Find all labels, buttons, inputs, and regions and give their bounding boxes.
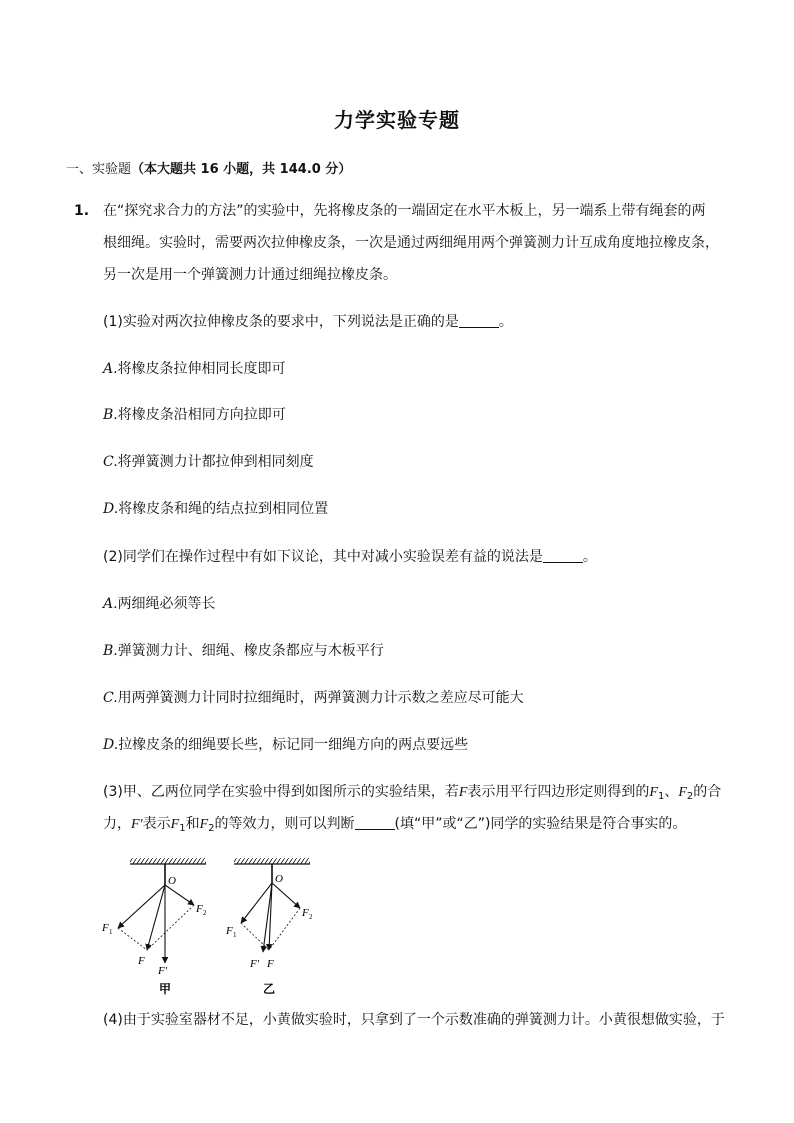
parallelogram-edge [118,928,147,950]
subscript: 2 [208,823,215,834]
text: 力， [103,816,131,832]
part1-prompt-text: (1)实验对两次拉伸橡皮条的要求中，下列说法是正确的是 [103,314,459,330]
subscript: 1 [179,823,186,834]
subscript: 1 [657,791,665,802]
part2-prompt-text: (2)同学们在操作过程中有如下议论，其中对减小实验误差有益的说法是 [103,549,543,565]
part3-line-2 [103,813,723,840]
answer-blank [355,829,395,830]
answer-blank [459,327,499,328]
text: 表示用平行四边形定则得到的 [467,784,650,800]
question-stem-line-2: 根细绳。实验时，需要两次拉伸橡皮条，一次是通过两细绳用两个弹簧测力计互成角度地拉橡皮条， [103,235,719,251]
option-text: 拉橡皮条的细绳要长些，标记同一细绳方向的两点要远些 [118,737,469,753]
option-text: 弹簧测力计、细绳、橡皮条都应与木板平行 [117,643,384,659]
option-letter: D. [103,501,119,517]
option-letter: B. [103,407,118,423]
option-b [103,640,723,663]
option-letter: C. [103,690,118,706]
ceiling-hatch [130,858,206,864]
section-label: 一、实验题 [66,162,132,177]
text: 表示 [142,816,171,832]
option-letter: A. [103,361,118,377]
label-o: O [168,875,176,887]
section-header [66,158,351,177]
option-letter: B. [103,643,118,659]
option-c [103,687,723,710]
parallelogram-edge [147,905,194,950]
ceiling-hatch [234,858,310,864]
diagram-yi [225,858,313,996]
option-text: 将橡皮条沿相同方向拉即可 [117,407,286,423]
vector-f2 [165,885,194,905]
part2-prompt-end: 。 [582,549,597,565]
vector-f [147,885,165,950]
label-f: F [267,958,274,970]
label-f: F [138,955,145,967]
text: 和 [185,816,200,832]
symbol-F1: F [649,785,658,800]
text: (填“甲”或“乙”)同学的实验结果是符合事实的。 [394,816,687,832]
caption-jia: 甲 [159,982,172,996]
option-text: 将橡皮条和绳的结点拉到相同位置 [118,501,329,517]
option-letter: D. [103,737,119,753]
option-text: 两细绳必须等长 [117,596,216,612]
option-d [103,734,723,757]
question-number: 1. [74,203,90,219]
symbol-F: F [458,785,468,800]
symbol-F-prime: F′ [131,817,143,832]
page-title: 力学实验专题 [334,108,460,132]
part4-line-1: (4)由于实验室器材不足，小黄做实验时，只拿到了一个示数准确的弹簧测力计。小黄很想做实验，于 [103,1012,725,1028]
label-f1-sub: 1 [233,931,237,939]
label-f2: F [196,903,203,915]
force-diagram [96,853,336,999]
option-a [103,593,723,616]
label-f-prime: F′ [250,958,260,970]
vector-f1 [118,885,165,928]
caption-yi: 乙 [263,982,276,996]
label-f2-sub: 2 [203,909,207,917]
label-o: O [275,873,283,885]
option-text: 将橡皮条拉伸相同长度即可 [117,361,286,377]
symbol-F1: F [170,817,180,832]
part1-prompt [103,311,723,334]
option-text: 将弹簧测力计都拉伸到相同刻度 [117,454,314,470]
option-letter: A. [103,596,118,612]
label-f2-sub: 2 [309,913,313,921]
label-f1-sub: 1 [109,928,113,936]
parallelogram-edge [269,908,300,950]
answer-blank [543,562,583,563]
text: 、 [664,784,679,800]
option-b [103,404,723,427]
section-meta: （本大题共 16 小题，共 144.0 分） [131,162,352,177]
question-stem-line-3: 另一次是用一个弹簧测力计通过细绳拉橡皮条。 [103,267,397,283]
question-stem-line-1: 在“探究求合力的方法”的实验中，先将橡皮条的一端固定在水平木板上，另一端系上带有绳套的两 [103,203,706,219]
part1-prompt-end: 。 [498,314,513,330]
option-d [103,498,723,521]
label-f1: F [226,925,233,937]
text: 的等效力，则可以判断 [214,816,355,832]
symbol-F2: F [678,785,687,800]
option-c [103,451,723,474]
diagram-jia [101,858,207,996]
vector-f2 [272,883,300,908]
option-letter: C. [103,454,118,470]
option-a [103,358,723,381]
part3-line-1 [103,781,723,808]
label-f2: F [302,907,309,919]
text: 的合 [693,784,722,800]
text: (3)甲、乙两位同学在实验中得到如图所示的实验结果，若 [103,784,459,800]
option-text: 用两弹簧测力计同时拉细绳时，两弹簧测力计示数之差应尽可能大 [117,690,524,706]
symbol-F2: F [199,817,209,832]
subscript: 2 [686,791,694,802]
label-f1: F [102,922,109,934]
label-f-prime: F′ [158,965,168,977]
part2-prompt [103,546,723,569]
